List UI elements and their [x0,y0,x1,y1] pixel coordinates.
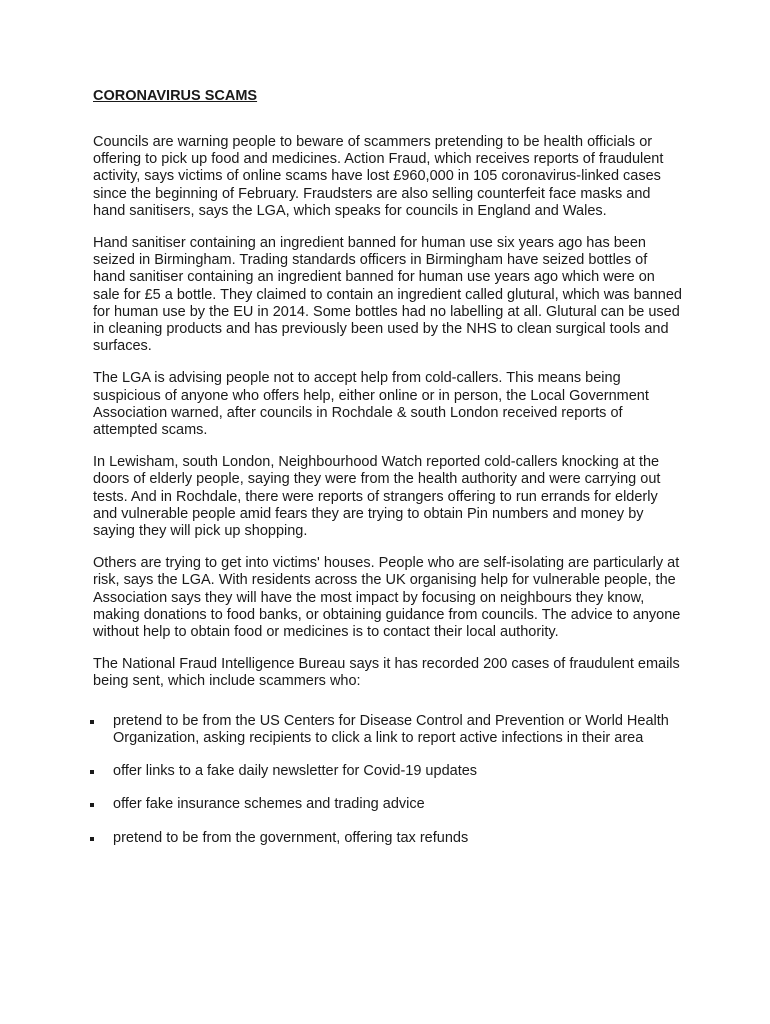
paragraph-4: In Lewisham, south London, Neighbourhood Watch reported cold-callers knocking at the doors of elderly people, saying they were from the health authority and were carrying out tests. And in Rochdale, there were reports of strangers offering to run errands for elderly and vulnerable people amid fears they are trying to obtain Pin numbers and money by saying they will pick up shopping. [93,454,661,540]
bullet-item [93,830,683,847]
paragraph-5: Others are trying to get into victims' houses. People who are self-isolating are particularly at risk, says the LGA. With residents across the UK organising help for vulnerable people, the Association says they will have the most impact by focusing on neighbours they know, making donations to food banks, or obtaining guidance from councils. The advice to anyone without help to obtain food or medicines is to contact their local authority. [93,555,681,641]
square-bullet-icon [90,837,94,841]
bullet-item [93,763,683,780]
bullet-list [93,713,683,847]
paragraph-6: The National Fraud Intelligence Bureau says it has recorded 200 cases of fraudulent emails being sent, which include scammers who: [93,656,680,690]
paragraph-2: Hand sanitiser containing an ingredient banned for human use six years ago has been seized in Birmingham. Trading standards officers in Birmingham have seized bottles of hand sanitiser containing an ingredient banned for human use years ago which were on sale for £5 a bottle. They claimed to contain an ingredient called glutural, which was banned for human use by the EU in 2014. Some bottles had no labelling at all. Glutural can be used in cleaning products and has previously been used by the NHS to clean surgical tools and surfaces. [93,235,682,355]
bullet-text: offer fake insurance schemes and trading advice [113,796,425,813]
paragraph-3: The LGA is advising people not to accept help from cold-callers. This means being suspicious of anyone who offers help, either online or in person, the Local Government Association warned, after councils in Rochdale & south London received reports of attempted scams. [93,370,649,439]
bullet-item [93,796,683,813]
bullet-text: offer links to a fake daily newsletter for Covid-19 updates [113,763,478,780]
square-bullet-icon [90,770,94,774]
bullet-item [93,713,683,747]
paragraph-1: Councils are warning people to beware of scammers pretending to be health officials or offering to pick up food and medicines. Action Fraud, which receives reports of fraudulent activity, says victims of online scams have lost £960,000 in 105 coronavirus-linked cases since the beginning of February. Fraudsters are also selling counterfeit face masks and hand sanitisers, says the LGA, which speaks for councils in England and Wales. [93,134,664,219]
bullet-text: pretend to be from the US Centers for Disease Control and Prevention or World Health Organization, asking recipients to click a link to report active infections in their area [113,712,669,746]
square-bullet-icon [90,803,94,807]
bullet-text: pretend to be from the government, offering tax refunds [113,829,469,846]
square-bullet-icon [90,720,94,724]
document-page [93,88,683,863]
document-title: CORONAVIRUS SCAMS [93,88,258,104]
